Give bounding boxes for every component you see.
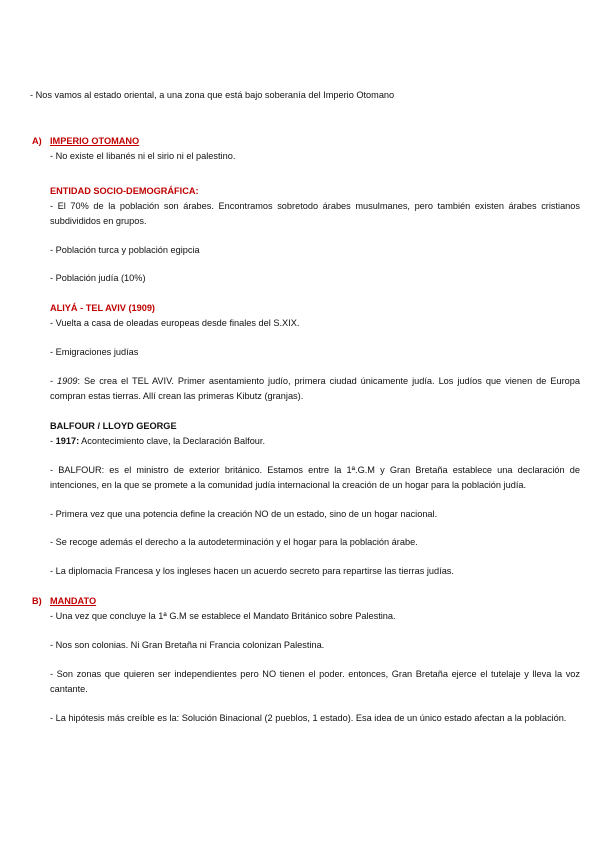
section-b-heading	[32, 594, 580, 609]
aliya-paragraph-2: - Emigraciones judías	[50, 347, 139, 358]
balfour-paragraph-2: - BALFOUR: es el ministro de exterior británico. Estamos entre la 1ª.G.M y Gran Bretaña establece una declaración de intenciones, en la que se promete a la comunidad judía internacional la creación de un hogar para la población judía.	[50, 464, 580, 490]
section-b-letter: B)	[32, 596, 42, 607]
aliya-paragraph-1: - Vuelta a casa de oleadas europeas desde finales del S.XIX.	[50, 318, 300, 329]
mandato-paragraph-1: - Una vez que concluye la 1ª G.M se establece el Mandato Británico sobre Palestina.	[50, 611, 396, 622]
socio-paragraph-2: - Población turca y población egipcia	[50, 244, 200, 255]
balfour-paragraph-1	[50, 434, 580, 449]
section-a-heading	[32, 134, 580, 149]
balfour-p1-year: 1917:	[55, 435, 80, 446]
section-a-letter: A)	[32, 136, 42, 146]
socio-heading: ENTIDAD SOCIO-DEMOGRÁFICA:	[50, 185, 199, 196]
socio-paragraph-3: - Población judía (10%)	[50, 273, 146, 284]
aliya-paragraph-3	[50, 374, 580, 404]
balfour-p1-rest: Acontecimiento clave, la Declaración Balfour.	[79, 435, 266, 446]
balfour-paragraph-4: - Se recoge además el derecho a la autodeterminación y el hogar para la población árabe.	[50, 537, 418, 548]
section-a-line1: - No existe el libanés ni el sirio ni el palestino.	[50, 150, 236, 161]
mandato-paragraph-4: - La hipótesis más creíble es la: Solución Binacional (2 pueblos, 1 estado). Esa idea de un único estado afectan a la población.	[50, 712, 567, 723]
section-b-title: MANDATO	[50, 596, 97, 607]
aliya-heading: ALIYÁ - TEL AVIV (1909)	[50, 303, 155, 314]
balfour-paragraph-3: - Primera vez que una potencia define la creación NO de un estado, sino de un hogar nacional.	[50, 508, 438, 519]
mandato-paragraph-2: - Nos son colonias. Ni Gran Bretaña ni Francia colonizan Palestina.	[50, 640, 325, 651]
aliya-p3-prefix: -	[50, 376, 58, 387]
section-a-title: IMPERIO OTOMANO	[50, 136, 140, 146]
intro-line: - Nos vamos al estado oriental, a una zona que está bajo soberanía del Imperio Otomano	[30, 90, 395, 100]
document-body	[32, 134, 580, 726]
balfour-p1-prefix: -	[50, 435, 56, 446]
socio-paragraph-1: - El 70% de la población son árabes. Encontramos sobretodo árabes musulmanes, pero también existen árabes cristianos subdivididos en grupos.	[50, 200, 580, 226]
aliya-p3-year: 1909	[57, 376, 78, 387]
balfour-paragraph-5: - La diplomacia Francesa y los ingleses hacen un acuerdo secreto para repartirse las tierras judías.	[50, 566, 454, 577]
mandato-paragraph-3: - Son zonas que quieren ser independientes pero NO tienen el poder. entonces, Gran Bretaña ejerce el tutelaje y lleva la voz cantante.	[50, 668, 580, 694]
aliya-p3-rest: : Se crea el TEL AVIV. Primer asentamiento judío, primera ciudad únicamente judía. Los judíos que vienen de Europa compran estas tierras. Allí crean las primeras Kibutz (granjas).	[50, 376, 580, 401]
balfour-heading: BALFOUR / LLOYD GEORGE	[50, 420, 177, 431]
